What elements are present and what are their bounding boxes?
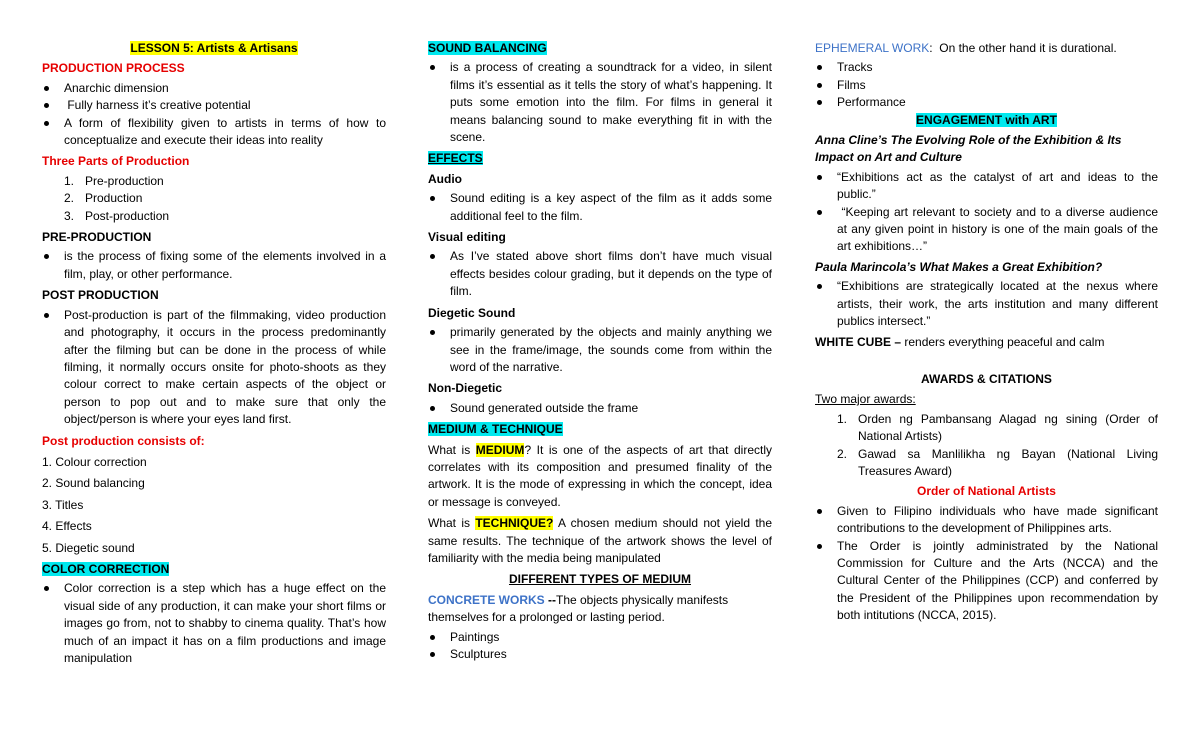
list-item: Sound generated outside the frame (428, 400, 772, 417)
awards-heading: AWARDS & CITATIONS (921, 371, 1052, 386)
list-item: 1. Orden ng Pambansang Alagad ng sining (Order of National Artists) (837, 411, 1158, 444)
bullet-icon (817, 100, 822, 105)
list-item: Paintings (428, 629, 772, 646)
list-item: primarily generated by the objects and mainly anything we see in the frame/image, the sounds come from within the word of the narrative. (428, 324, 772, 376)
bullet-icon (817, 544, 822, 549)
bullet-icon (817, 65, 822, 70)
bullet-icon (44, 103, 49, 108)
ephemeral-work-paragraph: EPHEMERAL WORK: On the other hand it is durational. (815, 41, 1117, 55)
list-item: 3. Post-production (64, 208, 170, 223)
three-parts-heading: Three Parts of Production (42, 154, 190, 169)
sound-balancing-heading: SOUND BALANCING (428, 41, 547, 55)
list-item: Tracks (815, 59, 1158, 76)
bullet-icon (817, 210, 822, 215)
non-diegetic-heading: Non-Diegetic (428, 381, 503, 396)
production-process-heading: PRODUCTION PROCESS (42, 61, 185, 76)
medium-technique-heading: MEDIUM & TECHNIQUE (428, 422, 563, 437)
order-list (815, 503, 1158, 625)
post-consists-heading: Post production consists of: (42, 433, 205, 448)
bullet-icon (44, 586, 49, 591)
list-item: Performance (815, 94, 1158, 111)
list-item: 2. Gawad sa Manlilikha ng Bayan (National Living Treasures Award) (837, 446, 1158, 478)
audio-heading: Audio (428, 171, 462, 186)
list-item: As I’ve stated above short films don’t have much visual effects besides colour grading, but it depends on the type of film. (428, 248, 772, 300)
bullet-icon (44, 313, 49, 318)
technique-keyword: TECHNIQUE? (475, 516, 554, 531)
list-item: 1. Pre-production (64, 173, 164, 188)
medium-keyword: MEDIUM (475, 442, 525, 457)
diegetic-heading: Diegetic Sound (428, 305, 516, 320)
color-correction-heading: COLOR CORRECTION (42, 561, 170, 576)
list-item: “Exhibitions act as the catalyst of art and ideas to the public.” (815, 169, 1158, 204)
order-heading: Order of National Artists (917, 484, 1056, 499)
engagement-heading: ENGAGEMENT with ART (916, 112, 1057, 127)
concrete-works-paragraph: CONCRETE WORKS --The objects physically manifests themselves for a prolonged or lasting period. (428, 592, 729, 625)
types-of-medium-heading: DIFFERENT TYPES OF MEDIUM (508, 572, 691, 587)
white-cube-paragraph: WHITE CUBE – renders everything peaceful and calm (815, 334, 1105, 349)
list-item: is a process of creating a soundtrack for a video, in silent films it’s essential as it tells the story of what’s happening. It puts some emotion into the film. For films in general it means balancing sound to make everything fit in with the scene. (428, 59, 772, 146)
production-process-list (42, 80, 386, 150)
color-correction-list (42, 580, 386, 667)
list-item: Color correction is a step which has a huge effect on the visual side of any production, it can make your short films or images go from, not to shabby to cinema quality. That’s how much of an impact it has on a film productions and image manipulation (42, 580, 386, 667)
bullet-icon (817, 175, 822, 180)
bullet-icon (44, 86, 49, 91)
list-item: Sculptures (428, 646, 772, 663)
pre-production-heading: PRE-PRODUCTION (42, 230, 152, 245)
list-item: Fully harness it’s creative potential (42, 97, 386, 114)
post-production-heading: POST PRODUCTION (42, 288, 159, 303)
list-item: The Order is jointly administrated by the National Commission for Culture and the Arts (NCCA) and the Cultural Center of the Philippines (CCP) and conferred by the President of the Philippines upon recommendation by both intitutions (NCCA, 2015). (815, 538, 1158, 625)
white-cube-label: WHITE CUBE – (815, 334, 902, 349)
medium-paragraph: What is MEDIUM? It is one of the aspects of art that directly correlates with its composition and presumed finality of the artwork. It is the mode of expressing in which the concept, idea or message is conveyed. (428, 442, 772, 509)
bullet-icon (817, 284, 822, 289)
three-parts-list (42, 173, 386, 225)
bullet-icon (430, 254, 435, 259)
column-3 (815, 40, 1162, 625)
marincola-quotes-list (815, 278, 1158, 330)
cline-quotes-list (815, 169, 1162, 256)
bullet-icon (430, 652, 435, 657)
consists-item: 4. Effects (42, 519, 92, 534)
list-item: Anarchic dimension (42, 80, 386, 97)
two-awards-label: Two major awards: (815, 392, 916, 407)
column-1 (42, 40, 386, 667)
cline-title: Anna Cline’s The Evolving Role of the Exhibition & Its Impact on Art and Culture (815, 133, 1122, 165)
non-diegetic-list (428, 400, 772, 417)
list-item: “Keeping art relevant to society and to a diverse audience at any given point in history is one of the main goals of the art exhibitions…” (815, 204, 1158, 256)
diegetic-list (428, 324, 772, 376)
list-item: A form of flexibility given to artists in terms of how to conceptualize and execute their ideas into reality (42, 115, 386, 150)
bullet-icon (430, 330, 435, 335)
effects-heading: EFFECTS (428, 151, 483, 166)
consists-item: 1. Colour correction (42, 454, 147, 469)
concrete-works-list (428, 629, 772, 664)
post-production-list (42, 307, 386, 429)
visual-editing-list (428, 248, 772, 300)
awards-list (815, 411, 1158, 481)
list-item: Sound editing is a key aspect of the film as it adds some additional feel to the film. (428, 190, 772, 225)
pre-production-list (42, 248, 386, 283)
lesson-title: LESSON 5: Artists & Artisans (130, 41, 298, 55)
bullet-icon (430, 65, 435, 70)
bullet-icon (44, 121, 49, 126)
ephemeral-work-label: EPHEMERAL WORK (815, 41, 930, 55)
audio-list (428, 190, 772, 225)
list-item: Films (815, 77, 1158, 94)
bullet-icon (430, 406, 435, 411)
list-item: 2. Production (64, 191, 143, 206)
consists-item: 2. Sound balancing (42, 476, 145, 491)
list-item: “Exhibitions are strategically located at the nexus where artists, their work, the arts institution and many different publics intersect.” (815, 278, 1158, 330)
list-item: is the process of fixing some of the elements involved in a film, play, or other performance. (42, 248, 386, 283)
concrete-works-label: CONCRETE WORKS (428, 592, 545, 607)
marincola-title: Paula Marincola’s What Makes a Great Exhibition? (815, 259, 1103, 274)
bullet-icon (817, 509, 822, 514)
bullet-icon (817, 83, 822, 88)
visual-editing-heading: Visual editing (428, 230, 506, 245)
bullet-icon (430, 196, 435, 201)
technique-paragraph: What is TECHNIQUE? A chosen medium should not yield the same results. The technique of the artwork shows the level of familiarity with the media being manipulated (428, 516, 772, 565)
bullet-icon (44, 254, 49, 259)
column-2 (428, 40, 772, 663)
sound-balancing-list (428, 59, 772, 146)
bullet-icon (430, 635, 435, 640)
consists-item: 5. Diegetic sound (42, 540, 135, 555)
consists-item: 3. Titles (42, 497, 84, 512)
list-item: Post-production is part of the filmmaking, video production and photography, it occurs in the process predominantly after the filming but can be done in the process of while filming, it normally occurs onsite for photo-shoots as they colour correct to make certain aspects of the object or person to pop out and to make sure that only the object/person is where your eyes land first. (42, 307, 386, 429)
list-item: Given to Filipino individuals who have made significant contributions to the development of Philippines arts. (815, 503, 1158, 538)
ephemeral-work-list (815, 59, 1158, 111)
